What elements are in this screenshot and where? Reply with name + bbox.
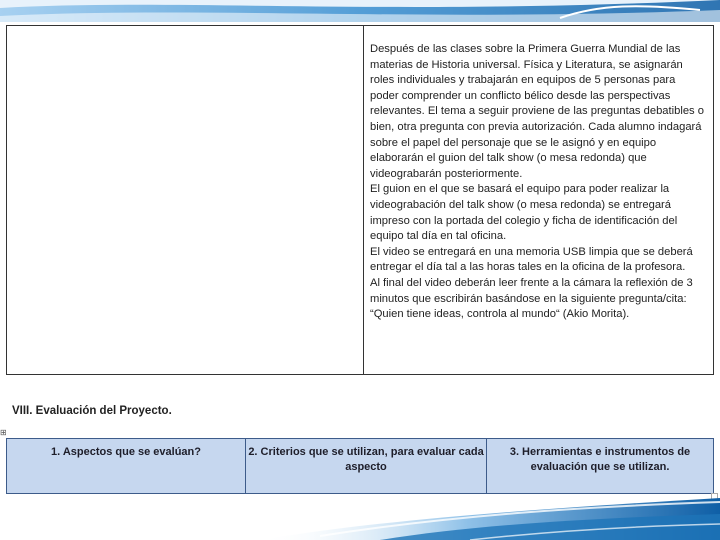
- table-anchor-icon: ⊞: [0, 428, 7, 437]
- decorative-top-band: [0, 0, 720, 22]
- paragraph-1: Después de las clases sobre la Primera Guerra Mundial de las materias de Historia universal. Física y Literatura, se asignarán roles individuales y trabajarán en equipos de 5 personas para poder comprender un conflicto bélico desde las perspectivas relevantes. El tema a seguir proviene de las preguntas debatibles o bien, otra pregunta con previa autorización. Cada alumno indagará sobre el papel del personaje que se le asignó y en equipo elaborarán el guion del talk show (o mesa redonda) que videograbarán posteriormente.: [370, 43, 704, 180]
- project-description-cell: [364, 26, 713, 374]
- header-tools: 3. Herramientas e instrumentos de evaluación que se utilizan.: [509, 446, 691, 473]
- header-aspects: 1. Aspectos que se evalúan?: [7, 439, 246, 493]
- empty-left-cell: [7, 26, 364, 374]
- paragraph-3: El video se entregará en una memoria USB limpia que se deberá entregar el día tal a las horas tales en la oficina de la profesora.: [370, 245, 693, 274]
- content-table: [6, 25, 714, 375]
- section-title: VIII. Evaluación del Proyecto.: [12, 405, 172, 417]
- header-criteria: 2. Criterios que se utilizan, para evaluar cada aspecto: [246, 439, 487, 493]
- paragraph-4: Al final del video deberán leer frente a la cámara la reflexión de 3 minutos que escribirán basándose en la siguiente pregunta/cita: “Quien tiene ideas, controla al mundo“ (Akio Morita).: [370, 276, 693, 321]
- paragraph-2: El guion en el que se basará el equipo para poder realizar la videograbación del talk show (o mesa redonda) se entregará impreso con la portada del colegio y ficha de identificación del equipo tal día en tal oficina.: [370, 183, 678, 243]
- decorative-bottom-band: [0, 480, 720, 540]
